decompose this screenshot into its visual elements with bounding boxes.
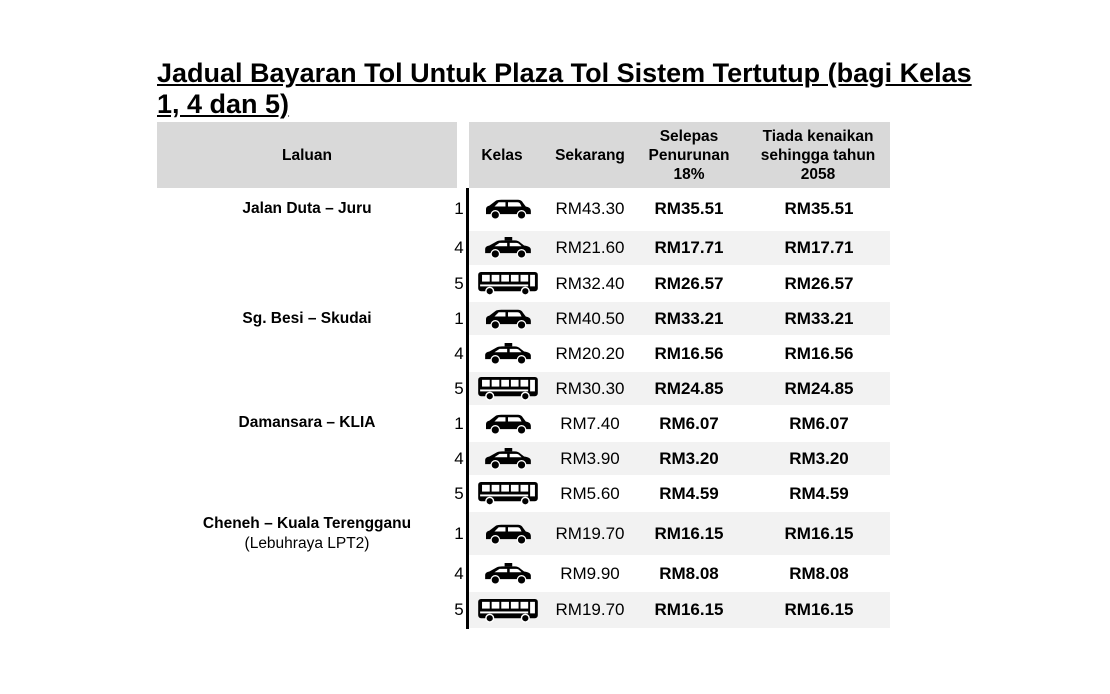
route-label [157, 309, 457, 329]
route-name: Damansara – KLIA [238, 414, 376, 431]
bus-icon [472, 372, 544, 405]
taxi-icon [472, 337, 544, 370]
car-icon [472, 407, 544, 440]
fare-no-increase: RM8.08 [789, 564, 849, 583]
taxi-icon [472, 231, 544, 265]
fare-current: RM32.40 [555, 274, 625, 293]
class-number: 4 [454, 564, 464, 583]
fare-no-increase: RM33.21 [784, 309, 854, 328]
fare-after-reduction: RM24.85 [654, 379, 724, 398]
car-icon [472, 190, 544, 228]
fare-no-increase: RM4.59 [789, 484, 849, 503]
fare-no-increase: RM17.71 [784, 238, 854, 257]
fare-current: RM5.60 [560, 484, 620, 503]
fare-current: RM19.70 [555, 524, 625, 543]
route-subtitle: (Lebuhraya LPT2) [244, 535, 370, 552]
fare-current: RM30.30 [555, 379, 625, 398]
car-icon [472, 302, 544, 335]
bus-icon [472, 477, 544, 510]
class-number: 5 [454, 274, 464, 293]
class-number: 1 [454, 199, 464, 218]
header-no-increase: Tiada kenaikan sehingga tahun 2058 [760, 127, 876, 183]
bus-icon [472, 267, 544, 300]
class-number: 5 [454, 484, 464, 503]
fare-no-increase: RM6.07 [789, 414, 849, 433]
fare-current: RM7.40 [560, 414, 620, 433]
fare-no-increase: RM16.56 [784, 344, 854, 363]
bus-icon [472, 592, 544, 628]
header-route: Laluan [282, 146, 332, 164]
fare-after-reduction: RM26.57 [654, 274, 724, 293]
fare-current: RM19.70 [555, 600, 625, 619]
route-label [157, 514, 457, 554]
route-name: Jalan Duta – Juru [242, 200, 372, 217]
header-class: Kelas [481, 146, 523, 164]
route-name: Sg. Besi – Skudai [242, 310, 372, 327]
fare-current: RM9.90 [560, 564, 620, 583]
fare-no-increase: RM16.15 [784, 524, 854, 543]
fare-after-reduction: RM6.07 [659, 414, 719, 433]
fare-no-increase: RM16.15 [784, 600, 854, 619]
fare-current: RM21.60 [555, 238, 625, 257]
class-number: 4 [454, 238, 464, 257]
fare-current: RM40.50 [555, 309, 625, 328]
class-number: 5 [454, 600, 464, 619]
fare-no-increase: RM3.20 [789, 449, 849, 468]
fare-no-increase: RM26.57 [784, 274, 854, 293]
header-after-reduction: Selepas Penurunan 18% [648, 127, 730, 183]
car-icon [472, 512, 544, 555]
route-name: Cheneh – Kuala Terengganu [202, 515, 412, 532]
fare-current: RM3.90 [560, 449, 620, 468]
class-number: 4 [454, 344, 464, 363]
class-number: 4 [454, 449, 464, 468]
fare-no-increase: RM35.51 [784, 199, 854, 218]
route-label [157, 199, 457, 219]
page-title: Jadual Bayaran Tol Untuk Plaza Tol Sistem Tertutup (bagi Kelas 1, 4 dan 5) [157, 58, 972, 119]
fare-current: RM43.30 [555, 199, 625, 218]
class-number: 1 [454, 414, 464, 433]
route-label [157, 413, 457, 433]
fare-after-reduction: RM8.08 [659, 564, 719, 583]
fare-after-reduction: RM17.71 [654, 238, 724, 257]
class-number: 1 [454, 524, 464, 543]
taxi-icon [472, 557, 544, 590]
fare-after-reduction: RM33.21 [654, 309, 724, 328]
class-number: 1 [454, 309, 464, 328]
fare-no-increase: RM24.85 [784, 379, 854, 398]
taxi-icon [472, 442, 544, 475]
fare-after-reduction: RM4.59 [659, 484, 719, 503]
fare-current: RM20.20 [555, 344, 625, 363]
header-current: Sekarang [555, 146, 625, 164]
fare-after-reduction: RM16.56 [654, 344, 724, 363]
class-number: 5 [454, 379, 464, 398]
fare-after-reduction: RM35.51 [654, 199, 724, 218]
fare-after-reduction: RM16.15 [654, 600, 724, 619]
fare-after-reduction: RM16.15 [654, 524, 724, 543]
fare-after-reduction: RM3.20 [659, 449, 719, 468]
